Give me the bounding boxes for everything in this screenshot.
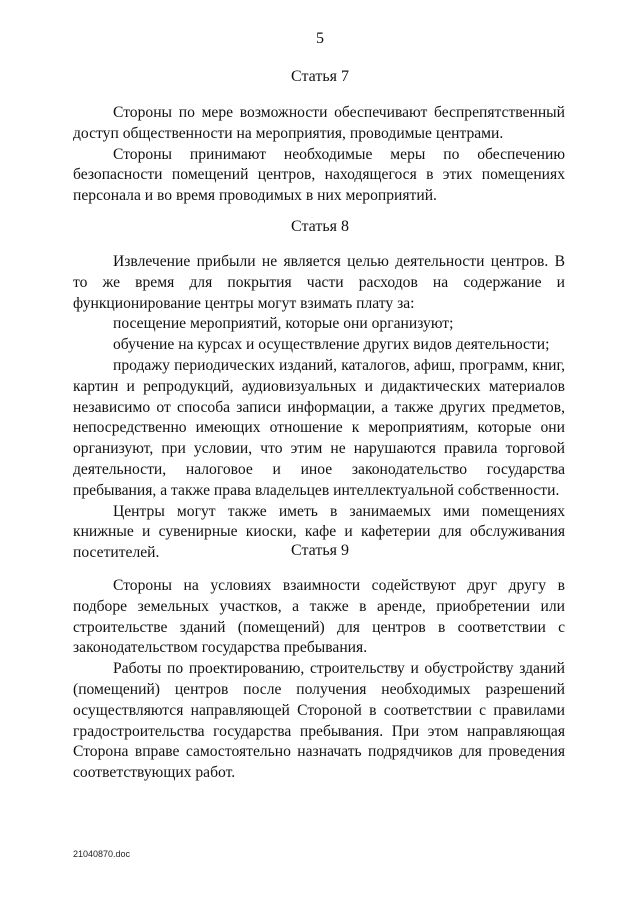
paragraph: Центры могут также иметь в занимаемых ими помещениях книжные и сувенирные киоски, кафе и кафетерии для обслуживания посетителей. <box>73 502 565 562</box>
page-number: 5 <box>316 30 324 47</box>
paragraph: продажу периодических изданий, каталогов, афиш, программ, книг, картин и репродукций, аудиовизуальных и дидактических материалов независимо от способа записи информации, а также других предметов, непосредственно имеющих отношение к мероприятиям, которые они организуют, при условии, что этим не нарушаются правила торговой деятельности, налоговое и иное законодательство государства пребывания, а также права владельцев интеллектуальной собственности. <box>73 356 565 499</box>
article-7-title: Статья 7 <box>291 68 349 85</box>
article-9-body <box>73 576 565 784</box>
article-9-title: Статья 9 <box>291 542 349 559</box>
article-8-title: Статья 8 <box>291 218 349 235</box>
paragraph: Стороны по мере возможности обеспечивают беспрепятственный доступ общественности на мероприятия, проводимые центрами. <box>73 104 565 142</box>
paragraph: Стороны на условиях взаимности содействуют друг другу в подборе земельных участков, а также в аренде, приобретении или строительстве зданий (помещений) для центров в соответствии с законодательством государства пребывания. <box>73 577 565 657</box>
paragraph: Работы по проектированию, строительству и обустройству зданий (помещений) центров после получения необходимых разрешений осуществляются направляющей Стороной в соответствии с правилами градостроительства государства пребывания. При этом направляющая Сторона вправе самостоятельно назначать подрядчиков для проведения соответствующих работ. <box>73 660 565 782</box>
article-8-body <box>73 252 565 564</box>
paragraph: посещение мероприятий, которые они организуют; <box>113 315 454 333</box>
article-7-body <box>73 103 565 207</box>
paragraph: Стороны принимают необходимые меры по обеспечению безопасности помещений центров, находящегося в этих помещениях персонала и во время проводимых в них мероприятий. <box>73 145 565 205</box>
paragraph: обучение на курсах и осуществление других видов деятельности; <box>113 336 550 354</box>
footer-filename: 21040870.doc <box>73 849 131 859</box>
paragraph: Извлечение прибыли не является целью деятельности центров. В то же время для покрытия части расходов на содержание и функционирование центры могут взимать плату за: <box>73 253 565 312</box>
